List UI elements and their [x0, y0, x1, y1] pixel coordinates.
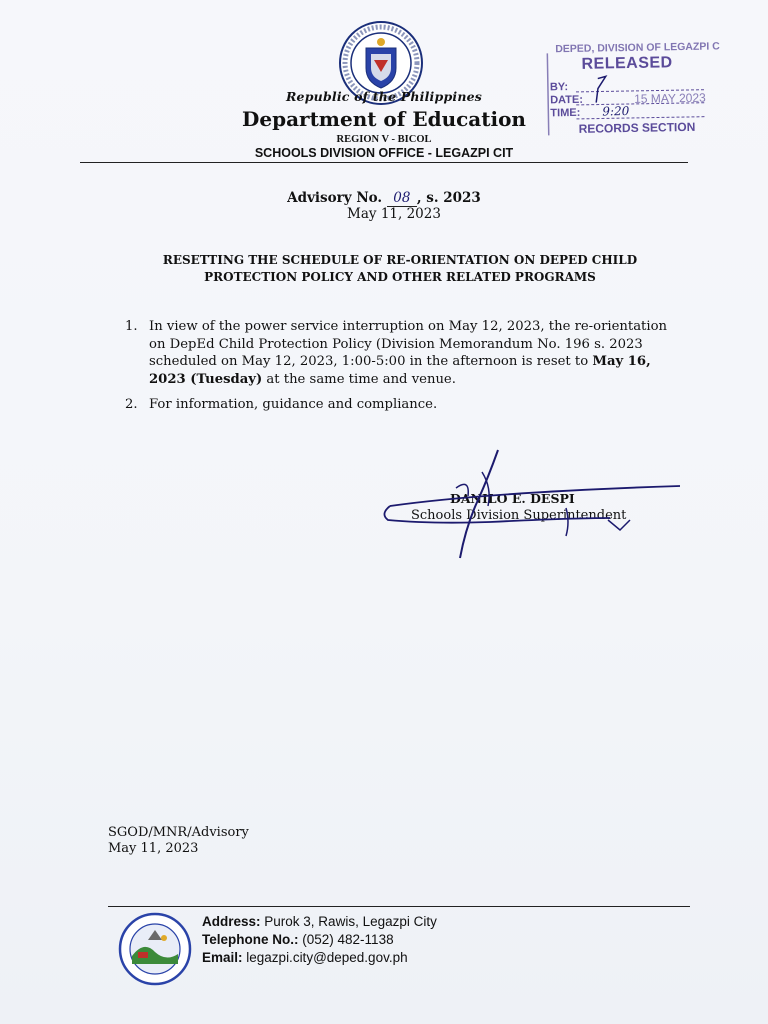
signatory-title: Schools Division Superintendent	[411, 508, 627, 523]
stamp-by-label: BY:	[549, 81, 569, 94]
reference-date: May 11, 2023	[108, 841, 199, 856]
item-1-line-1: In view of the power service interruption on May 12, 2023, the re-orientation	[149, 319, 668, 334]
item-1-new-date-year: 2023 (Tuesday)	[149, 371, 263, 387]
advisory-number	[0, 190, 768, 207]
signatory-name: DANILO E. DESPI	[450, 491, 575, 506]
advisory-date: May 11, 2023	[347, 206, 441, 222]
header-divider	[80, 162, 688, 163]
email-label: Email:	[202, 950, 243, 965]
email-value[interactable]: legazpi.city@deped.gov.ph	[246, 950, 408, 965]
division-office-line: SCHOOLS DIVISION OFFICE - LEGAZPI CIT	[254, 146, 514, 160]
reference-code: SGOD/MNR/Advisory	[108, 825, 249, 840]
handwritten-signature	[370, 448, 690, 563]
address-label: Address:	[202, 914, 261, 929]
item-1-new-date: May 16,	[592, 354, 651, 369]
stamp-date-label: DATE:	[550, 93, 584, 107]
stamp-time: 9:20	[602, 103, 630, 119]
subject-line-1: RESETTING THE SCHEDULE OF RE-ORIENTATION ON DEPED CHILD	[162, 253, 638, 267]
item-1-line-2: on DepEd Child Protection Policy (Division Memorandum No. 196 s. 2023	[149, 336, 643, 352]
telephone-value: (052) 482-1138	[302, 932, 394, 947]
advisory-suffix: , s. 2023	[416, 190, 481, 206]
item-1-line-4: at the same time and venue.	[262, 371, 456, 387]
stamp-status: RELEASED	[581, 54, 673, 73]
telephone-label: Telephone No.:	[202, 932, 299, 947]
stamp-office: DEPED, DIVISION OF LEGAZPI C	[555, 40, 720, 56]
region-line: REGION V - BICOL	[336, 134, 432, 145]
item-1-line-3: scheduled on May 12, 2023, 1:00-5:00 in the afternoon is reset to	[149, 354, 593, 369]
body-item-2	[125, 396, 700, 414]
stamp-section: RECORDS SECTION	[578, 119, 696, 136]
address-value: Purok 3, Rawis, Legazpi City	[264, 914, 437, 929]
footer-address	[202, 914, 437, 929]
released-stamp	[545, 40, 720, 142]
department-name: Department of Education	[242, 107, 526, 131]
item-2-number: 2.	[125, 397, 138, 412]
stamp-time-label: TIME:	[550, 106, 581, 120]
stamp-date: 15 MAY 2023	[634, 90, 706, 106]
advisory-prefix: Advisory No.	[287, 190, 383, 206]
deped-division-logo-icon	[118, 912, 192, 986]
item-2-text: For information, guidance and compliance.	[149, 397, 438, 412]
subject-line-2: PROTECTION POLICY AND OTHER RELATED PROGRAMS	[204, 270, 596, 284]
advisory-number-value: 08	[387, 190, 417, 207]
footer-divider	[108, 906, 690, 907]
footer-email	[202, 950, 408, 965]
footer-telephone	[202, 932, 394, 947]
item-1-number: 1.	[125, 319, 138, 334]
advisory-subject	[120, 252, 680, 286]
republic-line: Republic of the Philippines	[285, 89, 483, 104]
body-item-1	[125, 318, 700, 388]
stamp-border-icon	[545, 41, 713, 142]
